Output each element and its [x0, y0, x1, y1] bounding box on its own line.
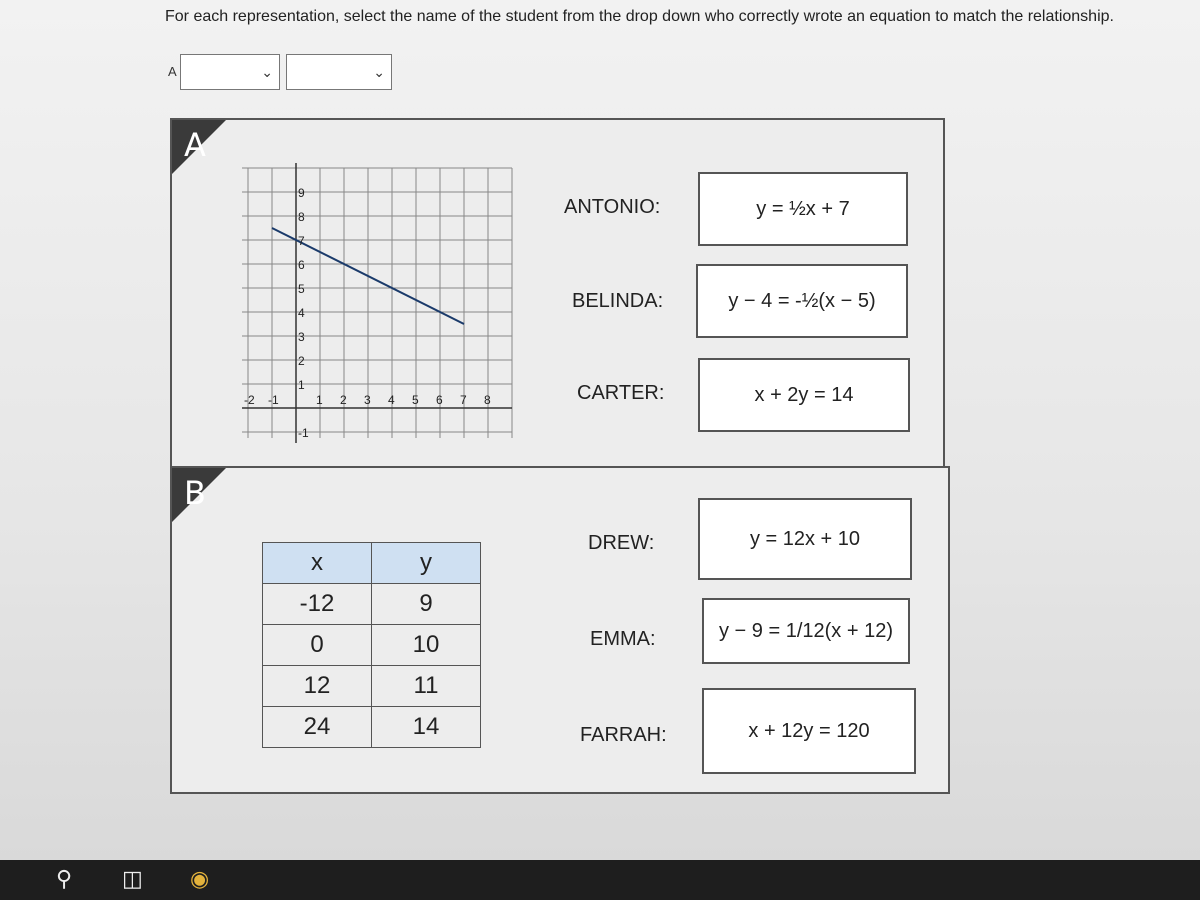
table-cell: -12: [263, 584, 372, 625]
table-row: [263, 625, 481, 666]
x-tick-label: 2: [340, 393, 347, 407]
y-tick-label: 5: [298, 282, 305, 296]
x-tick-label: -1: [268, 393, 279, 407]
y-tick-label: 4: [298, 306, 305, 320]
student-name-antonio: ANTONIO:: [564, 196, 661, 218]
x-tick-label: 4: [388, 393, 395, 407]
table-cell: 10: [372, 625, 481, 666]
table-cell: 11: [372, 666, 481, 707]
coordinate-graph: [222, 158, 522, 448]
x-tick-label: 1: [316, 393, 323, 407]
task-view-icon[interactable]: ◫: [122, 866, 143, 891]
x-tick-label: 7: [460, 393, 467, 407]
table-cell: 14: [372, 707, 481, 748]
dropdown-b[interactable]: [286, 54, 392, 90]
table-cell: 0: [263, 625, 372, 666]
student-name-farrah: FARRAH:: [580, 724, 667, 746]
table-row: [263, 584, 481, 625]
table-header-y: y: [372, 543, 481, 584]
equation-box-carter: x + 2y = 14: [698, 358, 910, 432]
y-tick-label: -1: [298, 426, 309, 440]
x-tick-label: 6: [436, 393, 443, 407]
dropdown-a[interactable]: [180, 54, 280, 90]
table-cell: 24: [263, 707, 372, 748]
dropdown-a-label: A: [168, 64, 177, 79]
card-a: [170, 118, 945, 468]
xy-table: [262, 542, 481, 748]
student-name-drew: DREW:: [588, 532, 655, 554]
equation-box-emma: y − 9 = 1/12(x + 12): [702, 598, 910, 664]
instruction-text: For each representation, select the name of the student from the drop down who correctly wrote an equation to match the relationship.: [165, 8, 1114, 25]
student-name-emma: EMMA:: [590, 628, 656, 650]
equation-box-farrah: x + 12y = 120: [702, 688, 916, 774]
x-tick-label: 8: [484, 393, 491, 407]
chrome-icon[interactable]: ◉: [190, 866, 210, 891]
card-a-tab: [172, 120, 226, 174]
card-a-letter: A: [184, 126, 206, 164]
x-tick-label: -2: [244, 393, 255, 407]
chevron-down-icon: ⌄: [261, 64, 273, 80]
equation-box-drew: y = 12x + 10: [698, 498, 912, 580]
table-cell: 12: [263, 666, 372, 707]
chevron-down-icon: ⌄: [373, 64, 385, 80]
y-tick-label: 8: [298, 210, 305, 224]
equation-box-belinda: y − 4 = -½(x − 5): [696, 264, 908, 338]
y-tick-label: 6: [298, 258, 305, 272]
y-tick-label: 7: [298, 234, 305, 248]
y-tick-label: 9: [298, 186, 305, 200]
student-name-belinda: BELINDA:: [572, 290, 664, 312]
y-tick-label: 3: [298, 330, 305, 344]
search-icon[interactable]: ⚲: [56, 866, 73, 891]
equation-box-antonio: y = ½x + 7: [698, 172, 908, 246]
x-tick-label: 5: [412, 393, 419, 407]
y-tick-label: 1: [298, 378, 305, 392]
table-row: [263, 707, 481, 748]
x-tick-label: 3: [364, 393, 371, 407]
y-tick-label: 2: [298, 354, 305, 368]
card-b-letter: B: [184, 474, 206, 512]
table-header-x: x: [263, 543, 372, 584]
table-row: [263, 666, 481, 707]
taskbar: [0, 860, 1200, 900]
card-b-tab: [172, 468, 226, 522]
table-cell: 9: [372, 584, 481, 625]
student-name-carter: CARTER:: [577, 382, 665, 404]
